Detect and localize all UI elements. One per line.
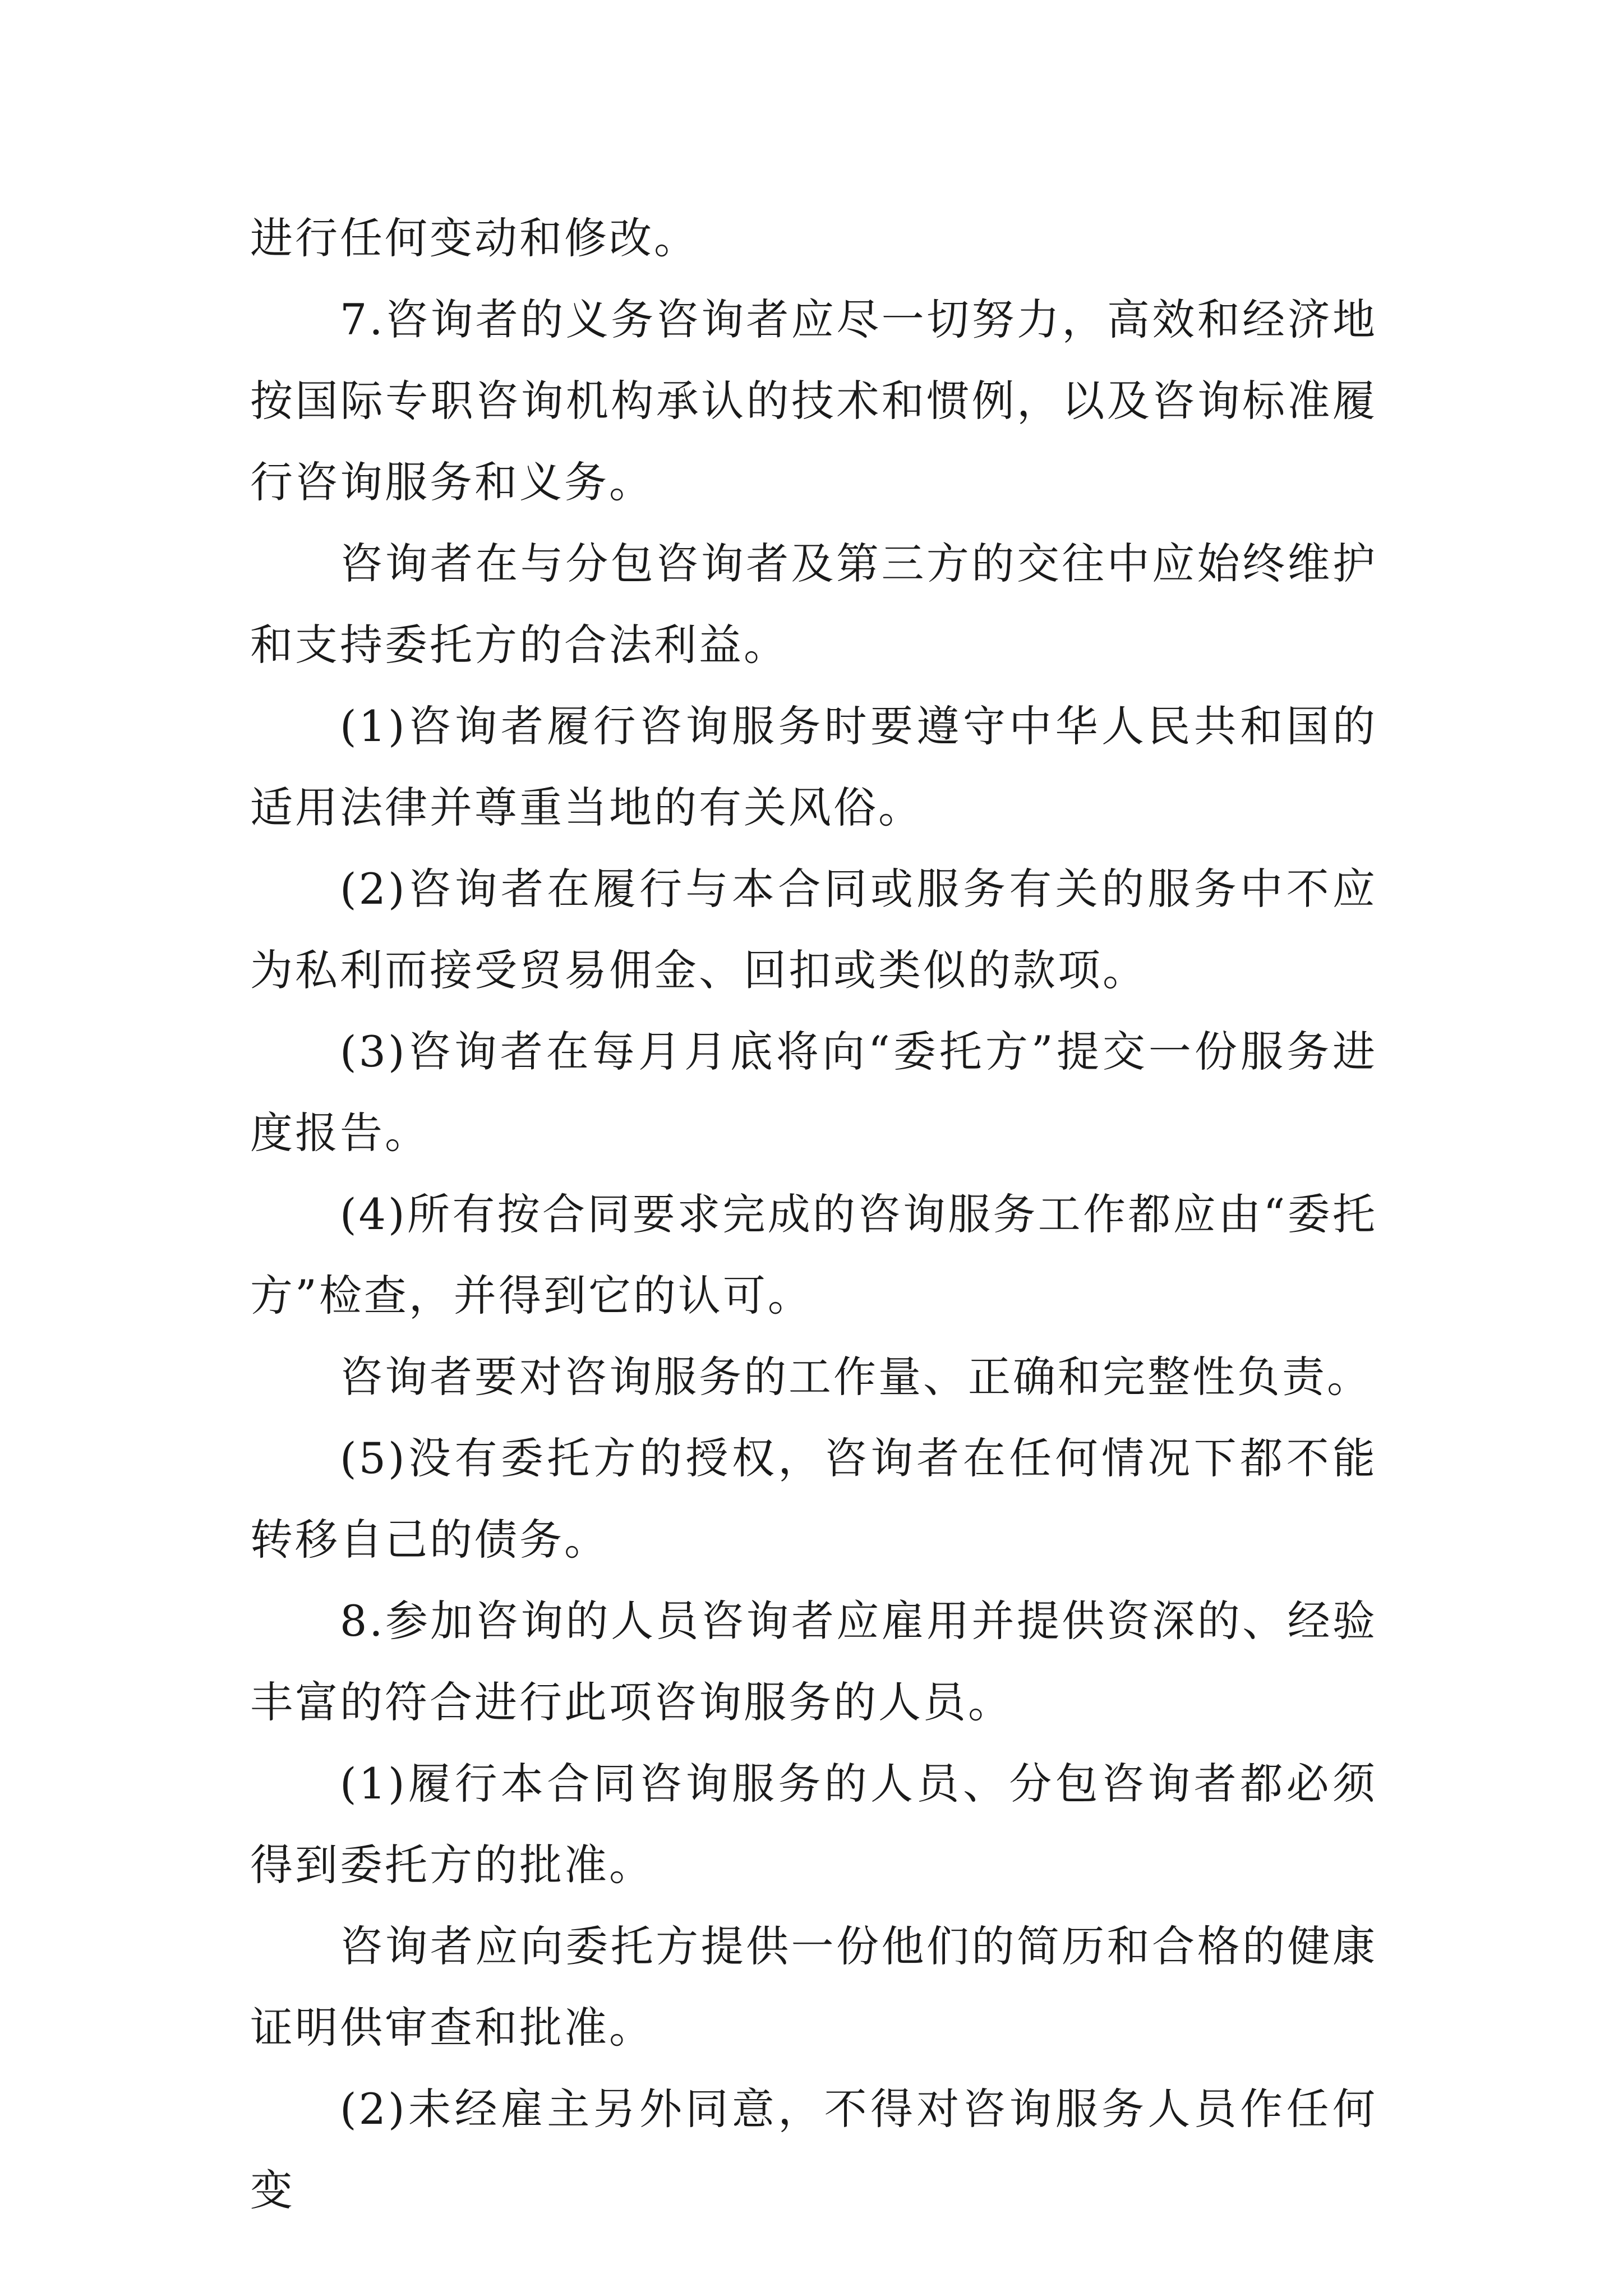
paragraph: (2)未经雇主另外同意，不得对咨询服务人员作任何变 bbox=[250, 2084, 1377, 2215]
paragraph: (5)没有委托方的授权，咨询者在任何情况下都不能转移自己的债务。 bbox=[250, 1433, 1377, 1565]
paragraph: (2)咨询者在履行与本合同或服务有关的服务中不应为私利而接受贸易佣金、回扣或类似的款项。 bbox=[250, 864, 1377, 995]
paragraph: (1)咨询者履行咨询服务时要遵守中华人民共和国的适用法律并尊重当地的有关风俗。 bbox=[250, 701, 1377, 832]
paragraph: 进行任何变动和修改。 bbox=[250, 213, 699, 263]
paragraph: 8.参加咨询的人员咨询者应雇用并提供资深的、经验丰富的符合进行此项咨询服务的人员。 bbox=[250, 1596, 1377, 1727]
paragraph: (3)咨询者在每月月底将向“委托方”提交一份服务进度报告。 bbox=[250, 1027, 1377, 1158]
document-body bbox=[250, 197, 1377, 2231]
paragraph: 咨询者要对咨询服务的工作量、正确和完整性负责。 bbox=[340, 1352, 1372, 1402]
paragraph: (4)所有按合同要求完成的咨询服务工作都应由“委托方”检查，并得到它的认可。 bbox=[250, 1189, 1377, 1320]
paragraph: 咨询者应向委托方提供一份他们的简历和合格的健康证明供审查和批准。 bbox=[250, 1921, 1377, 2053]
paragraph: 7.咨询者的义务咨询者应尽一切努力，高效和经济地按国际专职咨询机构承认的技术和惯例，以及咨询标准履行咨询服务和义务。 bbox=[250, 295, 1377, 507]
paragraph: 咨询者在与分包咨询者及第三方的交往中应始终维护和支持委托方的合法利益。 bbox=[250, 539, 1377, 670]
paragraph: (1)履行本合同咨询服务的人员、分包咨询者都必须得到委托方的批准。 bbox=[250, 1759, 1377, 1890]
